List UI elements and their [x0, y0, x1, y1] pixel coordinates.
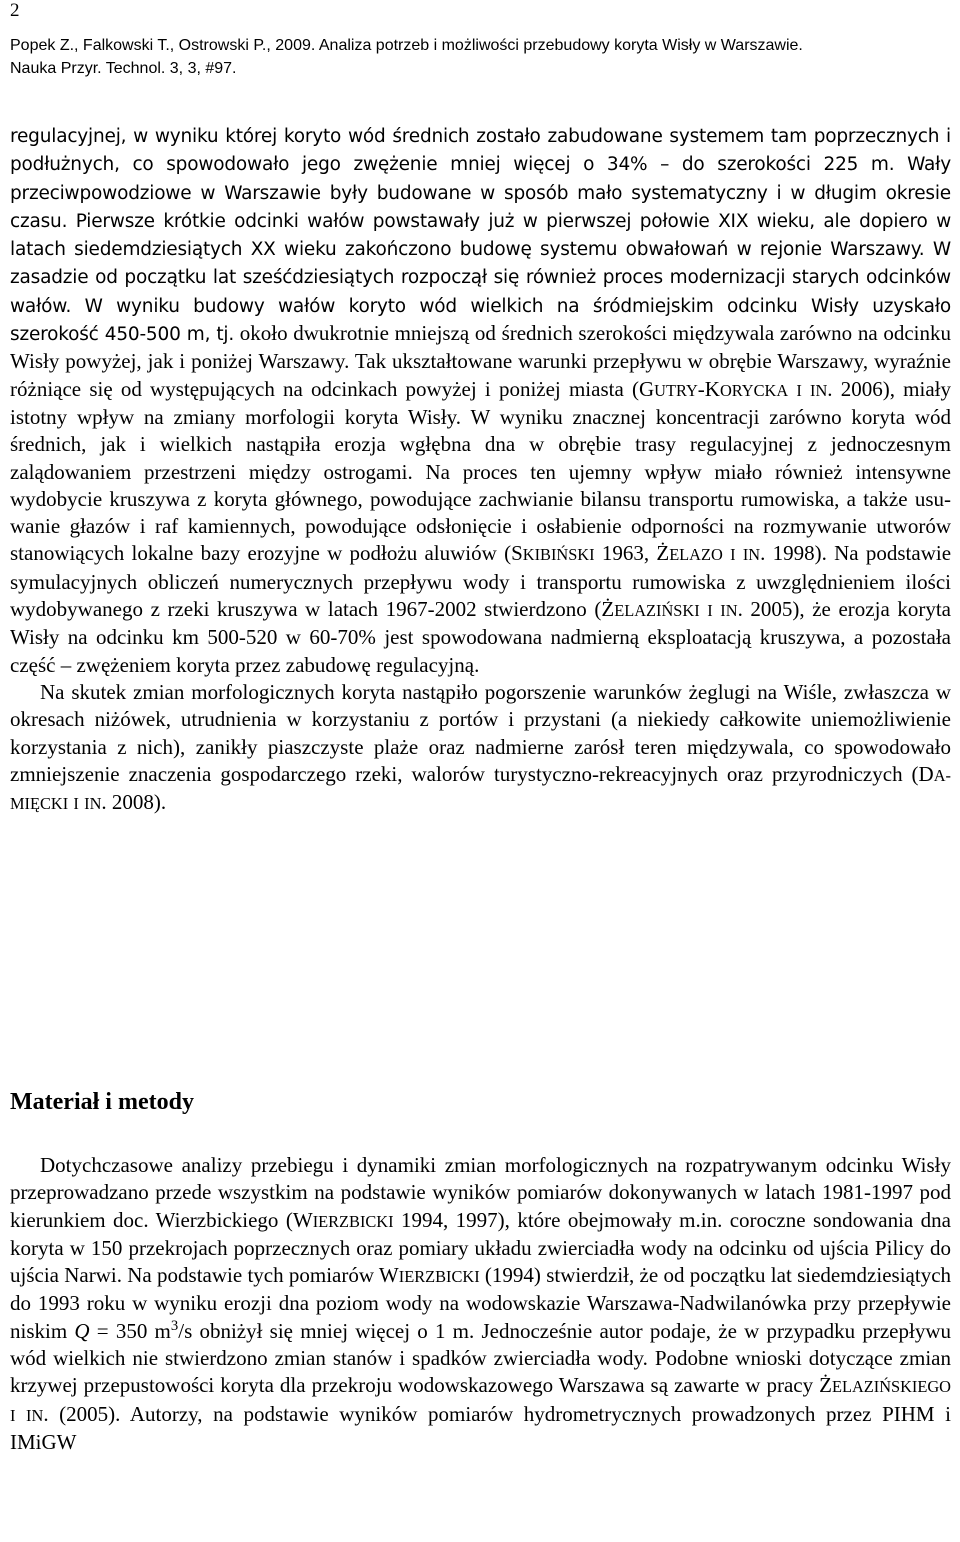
citation-line-1: Popek Z., Falkowski T., Ostrowski P., 2009. Analiza potrzeb i możliwości przebudowy koryta Wisły w Warszawie.	[10, 37, 803, 54]
text-run: obniżył się mniej więcej o 1 m. Jednocześnie autor podaje, że w przypadku przepływu wód wielkich nie stwierdzono zmian stanów i spadków zwierciadła wody. Podobne wnioski dotyczące zmian krzywej przepustowości koryta dla przekroju wodowskazowego Warszawa są zawarte w pracy Ż	[10, 1318, 951, 1398]
text-run: (1994) stwierdził, że od początku lat siedemdziesiątych do 1993 roku w wyniku erozji dna poziom wody na wodowskazie Warszawa-Nadwilanówka przy przepływie niskim	[10, 1263, 952, 1343]
q-value: = 350 m	[89, 1318, 171, 1343]
text-run: 1994, 1997), które obejmowały m.in. coroczne sondowania dna koryta w 150 przekrojach poprzecznych oraz pomiary układu zwierciadła wody na odcinku od ujścia Pilicy do ujścia Narwi. Na podstawie tych pomiarów W	[10, 1207, 951, 1288]
q-exponent: 3	[170, 1317, 179, 1334]
citation-ref: AMIĘCKI I IN	[10, 765, 951, 814]
paragraph-2	[10, 679, 951, 817]
citation-ref: ELAZIŃSKI I IN	[614, 601, 738, 621]
citation-ref: IERZBICKI	[398, 1267, 480, 1287]
section-heading-material-i-metody: Materiał i metody	[10, 1089, 194, 1115]
text-run: Na skutek zmian morfologicznych koryta nastąpiło pogorszenie warunków żeglugi na Wiśle, zwłaszcza w okresach niżówek, utrudnienia w korzystaniu z portów i przystani (a niekiedy całkowite uniemożliwienie korzystania z nich), zanikły piaszczyste plaże oraz nadmierne zarósł teren międzywala, co spowodowało zmniejszenie znaczenia gospodarczego rzeki, walorów turystyczno-rekreacyjnych oraz przyrodniczych (D	[10, 679, 951, 786]
text-run: . (2005). Autorzy, na podstawie wyników pomiarów hydrometrycznych prowadzonych przez PIHM i IMiGW	[10, 1401, 952, 1454]
q-unit: /s	[178, 1318, 193, 1343]
text-run: . 2006), miały istotny wpływ na zmiany morfologii koryta Wisły. W wyniku znacznej koncentracji zarówno koryta wód średnich, jak i wielkich nastąpiła erozja wgłębna dna w obrębie trasy regulacyjnej z jednoczesnym zalądowaniem przestrzeni między ostrogami. Na proces ten ujemny wpływ miało również intensywne wydobycie kruszywa z koryta głównego, powodujące zachwianie bilansu transportu rumowiska, a także usuwanie głazów i raf kamiennych, powodujące odsłonięcie i osłabienie odporności na rozmywanie utworów stanowiących lokalne bazy erozyjne w podłożu aluwiów (	[10, 376, 951, 566]
paragraph-1	[10, 122, 951, 679]
text-run: około dwukrotnie mniejszą od średnich szerokości międzywala zarówno na odcinku Wisły powyżej, jak i poniżej Warszawy. Tak ukształtowane warunki przepływu w obrębie Warszawy, wyraźnie różniące się od występujących na odcinkach powyżej i poniżej miasta (	[10, 321, 951, 401]
text-run: . 2005), że erozja koryta Wisły na odcinku km 500-520 w 60-70% jest spowodowana nadmierną eksploatacją kruszywa, a pozostała część – zwężeniem koryta przez zabudowę regulacyjną.	[10, 597, 952, 677]
page-number: 2	[10, 0, 20, 21]
citation-ref: SKIBIŃSKI 1963, ŻELAZO I IN	[511, 541, 761, 566]
paragraph-3	[10, 1152, 951, 1456]
text-run: Dotychczasowe analizy przebiegu i dynamiki zmian morfologicznych na rozpatrywanym odcinku Wisły przeprowadzano przede wszystkim na podstawie wyników pomiarów dokonywanych w latach 1981-1997 pod kierunkiem doc. Wierzbickiego (W	[10, 1153, 951, 1232]
text-run: . 1998). Na podstawie symulacyjnych obliczeń numerycznych przepływu wody i transportu rumowiska z uwzględnieniem ilości wydobywanego z rzeki kruszywa w latach 1967-2002 stwierdzono (Ż	[10, 541, 952, 622]
citation-ref: GUTRY-KORYCKA I IN	[638, 376, 828, 401]
running-header-citation	[10, 34, 952, 80]
citation-ref: ELAZIŃSKIEGO I IN	[10, 1377, 951, 1425]
body-text-section-2	[10, 1152, 951, 1456]
paragraph-1-sans-part: regulacyjnej, w wyniku której koryto wód średnich zostało zabudowane systemem tam poprzecznych i podłużnych, co spowodowało jego zwężenie mniej więcej o 34% – do szerokości 225 m. Wały przeciwpowodziowe w Warszawie były budowane w sposób mało systematyczny i w długim okresie czasu. Pierwsze krótkie odcinki wałów powstawały już w pierwszej połowie XIX wieku, ale dopiero w latach siedemdziesiątych XX wieku zakończono budowę systemu obwałowań w rejonie Warszawy. W zasadzie od początku lat sześćdziesiątych rozpoczął się również proces modernizacji starych odcinków wałów. W wyniku budowy wałów koryto wód wielkich na śródmiejskim odcinku Wisły uzyskało szerokość 450-500 m, tj.	[10, 126, 951, 346]
text-run: . 2008).	[101, 790, 167, 815]
body-text-section-1	[10, 122, 951, 817]
citation-line-2: Nauka Przyr. Technol. 3, 3, #97.	[10, 60, 237, 77]
citation-ref: IERZBICKI	[312, 1211, 394, 1231]
q-symbol: Q	[74, 1318, 90, 1343]
